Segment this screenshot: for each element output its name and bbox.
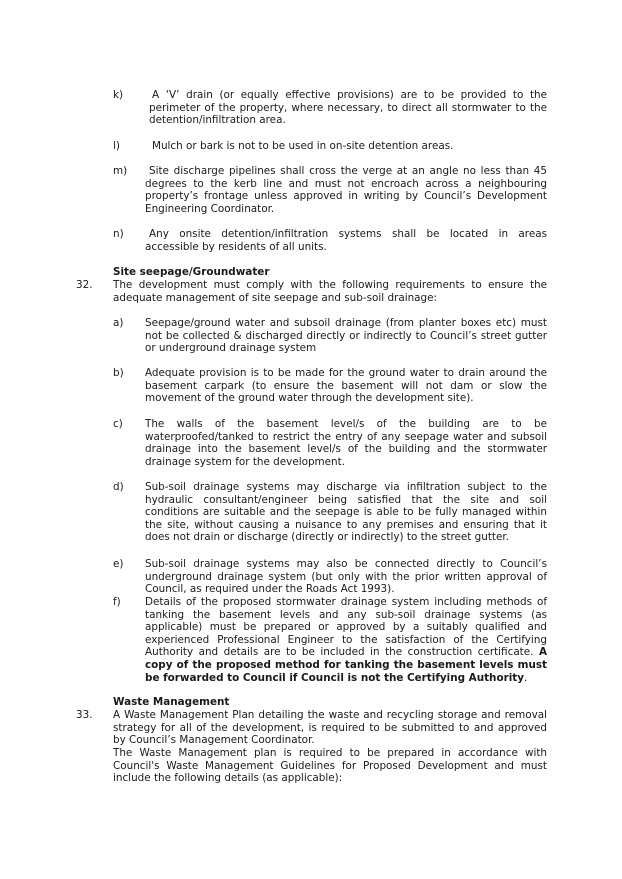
list-item-text: Sub-soil drainage systems may discharge via infiltration subject to the hydraulic consultant/engineer being satisfied that the site and soil conditions are suitable and the seepage is able to be fully managed within the site, without causing a nuisance to any premises and ensuring that it does not drain or discharge (directly or indirectly) to the street gutter.: [145, 481, 547, 544]
section-intro: The development must comply with the following requirements to ensure the adequate management of site seepage and sub-soil drainage:: [113, 279, 547, 304]
list-item-text: Mulch or bark is not to be used in on-site detention areas.: [152, 140, 454, 152]
list-item-label: d): [113, 481, 124, 493]
list-item-text: Seepage/ground water and subsoil drainage (from planter boxes etc) must not be collected & discharged directly or indirectly to Council’s street gutter or underground drainage system: [145, 317, 547, 355]
list-item-c: [113, 418, 547, 468]
section-paragraph: A Waste Management Plan detailing the waste and recycling storage and removal strategy for all of the development, is required to be submitted to and approved by Council’s Management Coordinator.: [113, 709, 547, 747]
list-item-a: [113, 317, 547, 355]
list-item-label: c): [113, 418, 123, 430]
list-item-label: n): [113, 228, 124, 240]
section-heading: Waste Management: [113, 696, 230, 708]
section-number: 33.: [76, 709, 93, 721]
list-item-n: [113, 228, 547, 253]
list-item-body: Details of the proposed stormwater drainage system including methods of tanking the basement levels and any sub-soil drainage systems (as applicable) must be prepared or approved by a suitably qualified and experienced Professional Engineer to the satisfaction of the Certifying Authority and details are to be included in the construction certificate.: [145, 596, 547, 659]
list-item-k: [113, 89, 547, 127]
list-item-d: [113, 481, 547, 544]
list-item-text: A ‘V’ drain (or equally effective provisions) are to be provided to the perimeter of the property, where necessary, to direct all stormwater to the detention/infiltration area.: [149, 89, 547, 127]
list-item-end: .: [524, 671, 528, 684]
list-item-f: [113, 596, 547, 684]
list-item-text: Adequate provision is to be made for the ground water to drain around the basement carpark (to ensure the basement will not dam or slow the movement of the ground water through the development site).: [145, 367, 547, 405]
section-number: 32.: [76, 279, 93, 291]
list-item-text: Site discharge pipelines shall cross the verge at an angle no less than 45 degrees to the kerb line and must not encroach across a neighbouring property’s frontage unless approved in writing by Council’s Development Engineering Coordinator.: [145, 165, 547, 215]
list-item-label: k): [113, 89, 124, 101]
list-item-label: l): [113, 140, 120, 152]
list-item-b: [113, 367, 547, 405]
section-paragraph: The Waste Management plan is required to be prepared in accordance with Council's Waste Management Guidelines for Proposed Development and must include the following details (as applicable):: [113, 747, 547, 785]
list-item-label: f): [113, 596, 121, 608]
list-item-label: b): [113, 367, 124, 379]
list-item-text: [145, 596, 547, 684]
list-item-label: e): [113, 558, 124, 570]
bold-requirement: A copy of the proposed method for tanking the basement levels must be forwarded to Council if Council is not the Certifying Authority: [145, 646, 548, 684]
list-item-e: [113, 558, 547, 596]
list-item-text: Any onsite detention/infiltration systems shall be located in areas accessible by residents of all units.: [145, 228, 547, 253]
list-item-label: a): [113, 317, 124, 329]
list-item-text: Sub-soil drainage systems may also be connected directly to Council’s underground drainage system (but only with the prior written approval of Council, as required under the Roads Act 1993).: [145, 558, 547, 596]
list-item-text: The walls of the basement level/s of the building are to be waterproofed/tanked to restrict the entry of any seepage water and subsoil drainage into the basement level/s of the building and the stormwater drainage system for the development.: [145, 418, 547, 468]
list-item-l: [113, 140, 547, 153]
list-item-m: [113, 165, 547, 215]
list-item-label: m): [113, 165, 128, 177]
section-heading: Site seepage/Groundwater: [113, 266, 270, 278]
